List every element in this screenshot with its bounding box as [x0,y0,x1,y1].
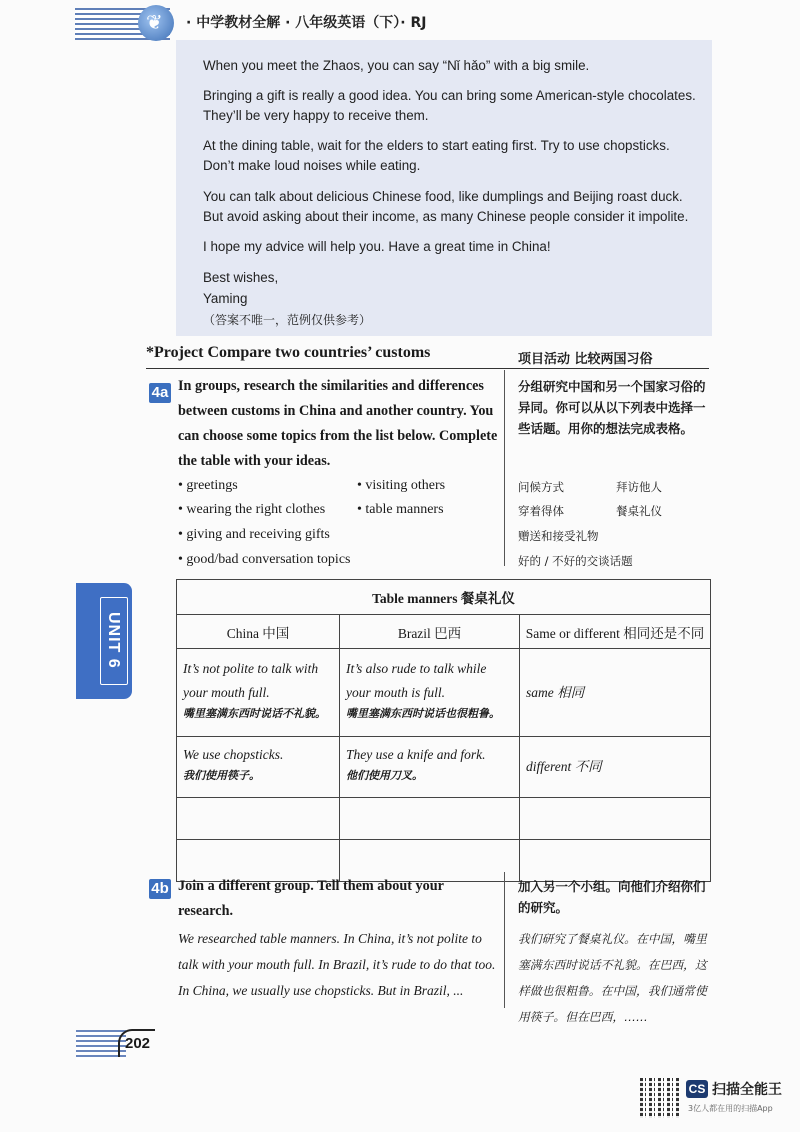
project-title-cn: 项目活动 比较两国习俗 [518,352,653,367]
topic-item: • visiting others [357,478,446,493]
cell-text-en: It’s also rude to talk while your mouth is full. [346,661,487,700]
scanner-app-name: 扫描全能王 [712,1082,782,1098]
divider [146,368,709,369]
cell-text-cn: 嘴里塞满东西时说话不礼貌。 [183,707,326,720]
cell-text-cn: 嘴里塞满东西时说话也很粗鲁。 [346,707,500,720]
table-cell [177,649,340,737]
topic-item: • giving and receiving gifts [178,527,330,542]
topic-item: • wearing the right clothes [178,502,326,517]
topic-item: • table manners [357,502,444,517]
unit-label: UNIT 6 [105,612,122,669]
cell-text-cn: 他们使用刀叉。 [346,769,423,782]
topic-item-cn: 好的 / 不好的交谈话题 [518,554,633,568]
table-cell [340,737,520,798]
table-title: Table manners 餐桌礼仪 [177,580,711,615]
table-row [177,649,711,737]
column-header-china: China 中国 [177,615,340,649]
letter-signature: Yaming [203,291,248,306]
letter-line: At the dining table, wait for the elders to start eating first. Try to use chopsticks. Don’t make loud noises while eating. [203,138,670,173]
cell-text-en: different 不同 [526,759,602,774]
camscanner-logo-icon: CS [686,1080,708,1098]
task-badge-4b: 4b [149,879,171,899]
table-cell [520,737,711,798]
empty-table-row [177,798,711,840]
letter-line: Bringing a gift is really a good idea. You can bring some American-style chocolates. They’ll be very happy to receive them. [203,88,696,123]
topic-item-cn: 穿着得体 [518,504,564,518]
table-manners-table [176,579,711,882]
cell-text-en: We use chopsticks. [183,747,284,762]
topic-item-cn: 拜访他人 [616,480,662,494]
task-badge-4a: 4a [149,383,171,403]
task-4b-example-cn: 我们研究了餐桌礼仪。在中国，嘴里塞满东西时说话不礼貌。在巴西，这样做也很粗鲁。在中国，我们通常使用筷子。但在巴西，…… [518,932,707,1024]
topic-item-cn: 赠送和接受礼物 [518,529,599,543]
task-4a-instruction: In groups, research the similarities and differences between customs in China and another country. You can choose some topics from the list below. Complete the table with your ideas. [178,378,498,469]
topic-item-cn: 问候方式 [518,480,564,494]
book-header-title: · 中学教材全解 · 八年级英语（下）· RJ [186,15,427,31]
column-header-brazil: Brazil 巴西 [340,615,520,649]
qr-code-icon [640,1078,680,1118]
task-4b-example: We researched table manners. In China, it’s not polite to talk with your mouth full. In Brazil, it’s rude to do that too. In China, we usually use chopsticks. But in Brazil, ... [178,931,496,998]
table-cell [520,649,711,737]
cell-text-cn: 我们使用筷子。 [183,769,260,782]
cell-text-en: They use a knife and fork. [346,747,486,762]
letter-line: I hope my advice will help you. Have a great time in China! [203,239,551,254]
topic-item: • greetings [178,478,238,493]
book-logo-icon: ❦ [138,5,174,41]
task-4b-instruction: Join a different group. Tell them about your research. [178,878,444,919]
cell-text-en: same 相同 [526,684,585,700]
column-header-same-or-different: Same or different 相同还是不同 [520,615,711,649]
letter-line: When you meet the Zhaos, you can say “Nǐ hǎo” with a big smile. [203,58,590,73]
cell-text-en: It’s not polite to talk with your mouth full. [183,661,319,700]
page-number: 202 [118,1029,155,1057]
table-row [177,737,711,798]
task-4a-instruction-cn: 分组研究中国和另一个国家习俗的异同。你可以从以下列表中选择一些话题。用你的想法完成表格。 [518,379,706,436]
letter-line: You can talk about delicious Chinese food, like dumplings and Beijing roast duck. But avoid asking about their income, as many Chinese people consider it impolite. [203,189,689,224]
table-cell [177,737,340,798]
column-divider [504,370,505,566]
table-cell [340,649,520,737]
sample-letter-box [176,40,712,336]
task-4b-instruction-cn: 加入另一个小组。向他们介绍你们的研究。 [518,879,706,915]
scanner-app-tagline: 3亿人都在用的扫描App [688,1104,773,1113]
topic-item: • good/bad conversation topics [178,552,351,567]
topic-item-cn: 餐桌礼仪 [616,504,662,518]
column-divider [504,872,505,1008]
project-title: *Project Compare two countries’ customs [146,344,431,361]
letter-closing: Best wishes, [203,270,279,285]
answer-note: （答案不唯一，范例仅供参考） [203,313,372,327]
